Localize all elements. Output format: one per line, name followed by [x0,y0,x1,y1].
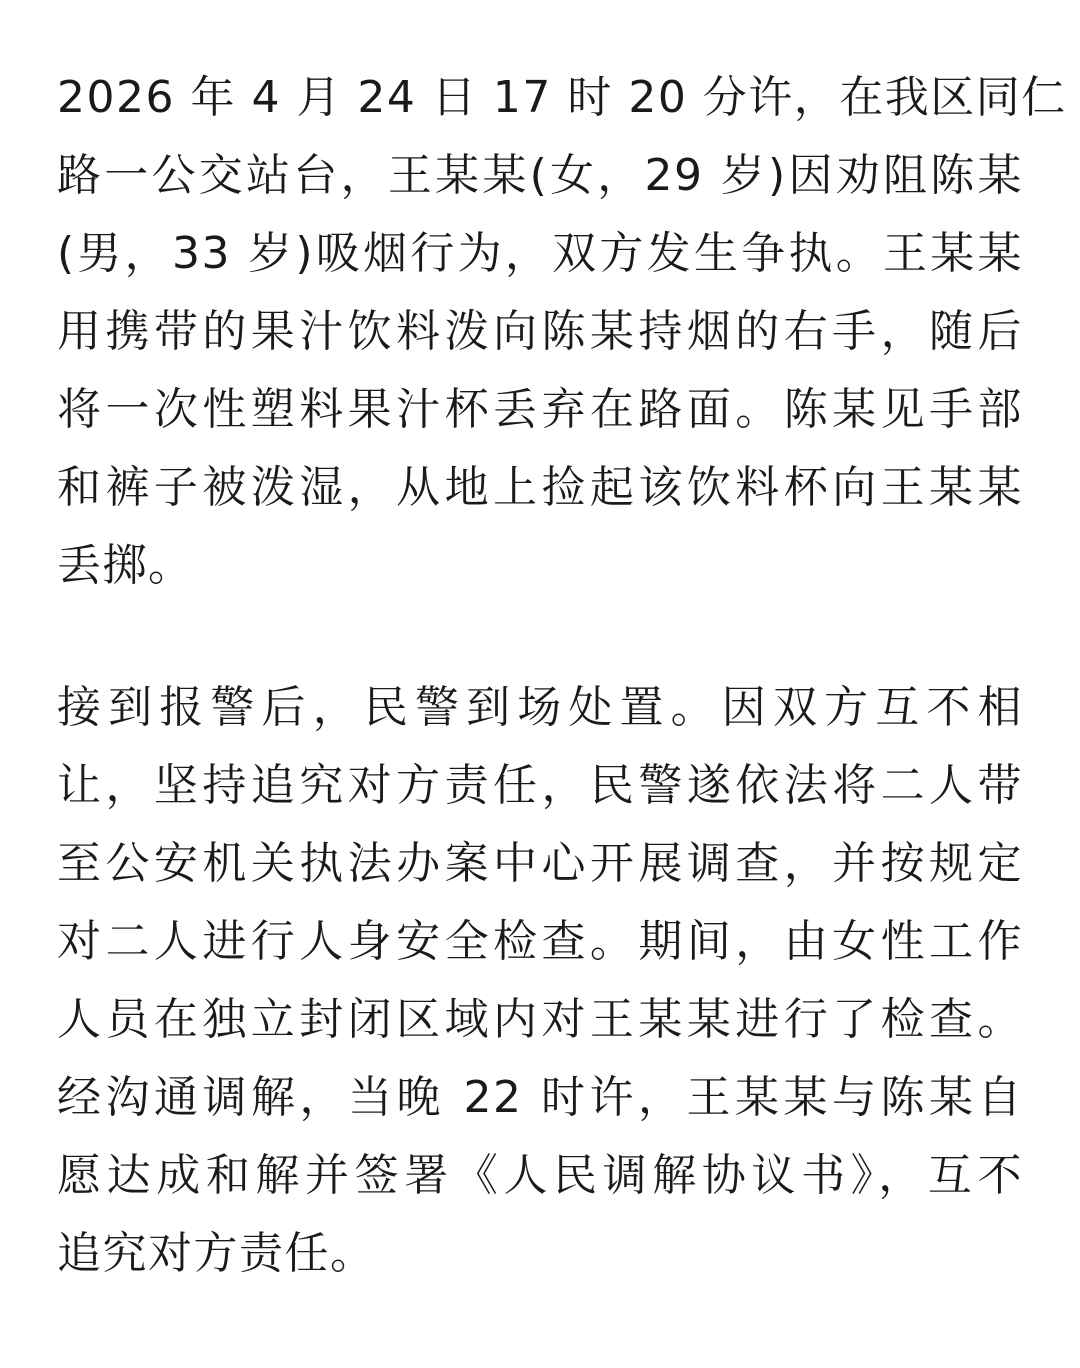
text-line: 接到报警后，民警到场处置。因双方互不相 [57,682,1023,733]
text-line: 至公安机关执法办案中心开展调查，并按规定 [57,838,1023,889]
text-line: 2026 年 4 月 24 日 17 时 20 分许，在我区同仁 [57,72,1067,123]
paragraph-1 [57,64,1067,610]
article-body [57,64,1067,1298]
paragraph-spacer [57,610,1023,674]
text-line: 丢掷。 [57,540,194,591]
text-line: 经沟通调解，当晚 22 时许，王某某与陈某自 [57,1072,1023,1123]
text-line: 人员在独立封闭区域内对王某某进行了检查。 [57,994,1023,1045]
text-line: 对二人进行人身安全检查。期间，由女性工作 [57,916,1023,967]
text-line: (男，33 岁)吸烟行为，双方发生争执。王某某 [57,228,1023,279]
text-line: 追究对方责任。 [57,1228,376,1279]
paragraph-2 [57,674,1023,1298]
text-line: 和裤子被泼湿，从地上捡起该饮料杯向王某某 [57,462,1023,513]
text-line: 愿达成和解并签署《人民调解协议书》，互不 [57,1150,1023,1201]
text-line: 将一次性塑料果汁杯丢弃在路面。陈某见手部 [57,384,1023,435]
text-line: 路一公交站台，王某某(女，29 岁)因劝阻陈某 [57,150,1023,201]
text-line: 用携带的果汁饮料泼向陈某持烟的右手，随后 [57,306,1023,357]
text-line: 让，坚持追究对方责任，民警遂依法将二人带 [57,760,1023,811]
